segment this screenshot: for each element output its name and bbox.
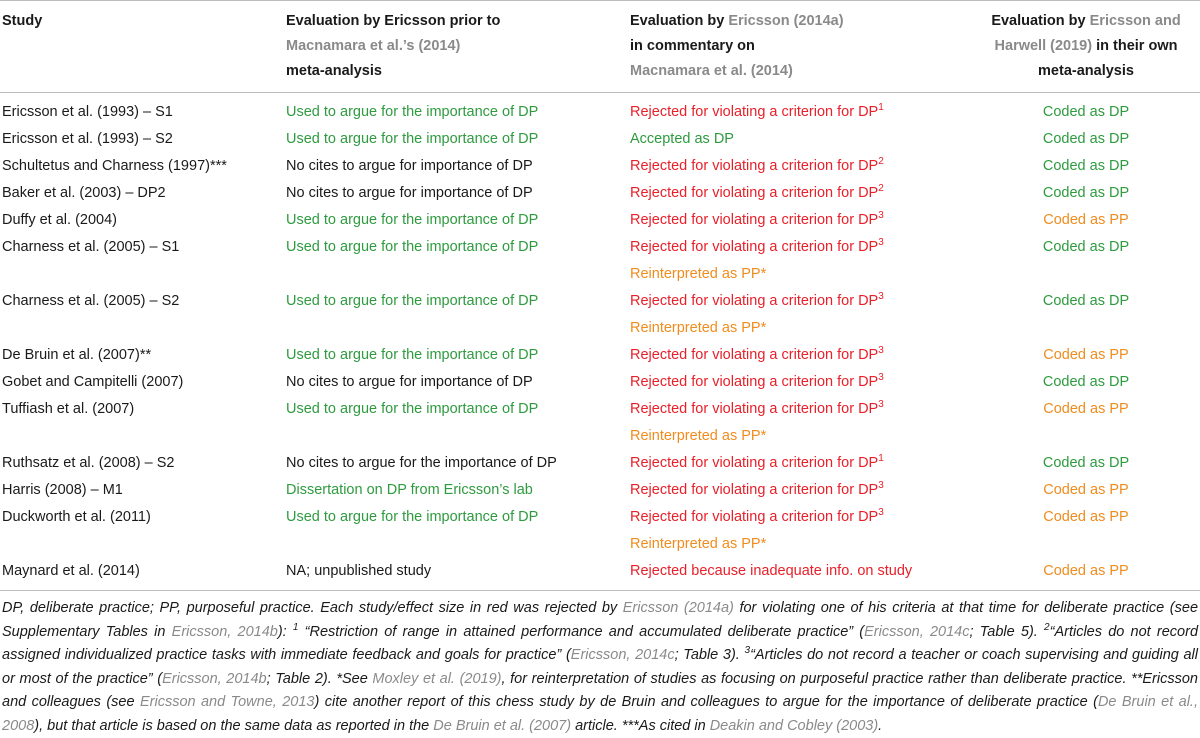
table-row [0, 93, 1200, 127]
citation-link[interactable]: Ericsson, 2014b [171, 623, 278, 640]
study-name: Duckworth et al. (2011) [2, 509, 151, 525]
eval-2014-text: Rejected for violating a criterion for $DP^3$ [630, 372, 884, 390]
footnote-text: for violating one of his criteria at that time for deliberate practice (see Supplementary Tables in [2, 600, 1199, 640]
eval-2014-cell [622, 477, 972, 504]
header-study: Study [0, 1, 280, 93]
eval-2014-text: Rejected for violating a criterion for $DP^3$ [630, 399, 884, 417]
footnote-marker: 2 [1044, 621, 1050, 633]
study-cell [0, 369, 280, 396]
eval-2019-text: Coded as DP [1042, 455, 1130, 471]
eval-2019-cell [972, 288, 1200, 342]
eval-prior-cell [280, 342, 622, 369]
eval-2019-text: Coded as PP [1043, 563, 1129, 579]
table-row [0, 396, 1200, 450]
table-body [0, 93, 1200, 591]
eval-2014-text: Rejected for violating a criterion for $DP^1$ [630, 453, 884, 471]
header-eval-prior [280, 1, 622, 93]
table-row [0, 504, 1200, 558]
eval-2019-text: Coded as DP [1042, 104, 1130, 120]
footnote-text: “Articles do not record a teacher or coach supervising and guiding all or most of the practice” ( [2, 647, 1198, 687]
header-eval-2014-mid: in commentary on [630, 38, 755, 54]
eval-prior-text: Used to argue for the importance of DP [286, 347, 539, 363]
study-cell [0, 504, 280, 558]
eval-prior-text: NA; unpublished study [286, 563, 432, 579]
eval-prior-text: No cites to argue for importance of DP [286, 185, 533, 201]
study-name: Charness et al. (2005) – S1 [2, 239, 180, 255]
study-name: Duffy et al. (2004) [2, 212, 117, 228]
eval-2019-cell [972, 342, 1200, 369]
study-name: Tuffiash et al. (2007) [2, 401, 135, 417]
study-name: Gobet and Campitelli (2007) [2, 374, 184, 390]
eval-2014-cell [622, 450, 972, 477]
table-row [0, 369, 1200, 396]
eval-2019-text: Coded as DP [1042, 374, 1130, 390]
eval-2019-cell [972, 234, 1200, 288]
footnote-marker: 1 [878, 453, 884, 465]
study-cell [0, 126, 280, 153]
study-cell [0, 396, 280, 450]
header-eval-prior-link[interactable]: Macnamara et al.’s (2014) [286, 38, 461, 54]
header-eval-2019-pre: Evaluation by [991, 13, 1086, 29]
table-row [0, 126, 1200, 153]
eval-2019-text: Coded as PP [1043, 401, 1129, 417]
study-name: Schultetus and Charness (1997)*** [2, 158, 227, 174]
eval-2019-cell [972, 180, 1200, 207]
study-name: Baker et al. (2003) – DP2 [2, 185, 166, 201]
citation-link[interactable]: Ericsson, 2014c [864, 623, 970, 640]
footnote-marker: 3 [878, 399, 884, 411]
header-eval-2019-link2[interactable]: Harwell (2019) [994, 38, 1093, 54]
footnote-text: ) cite another report of this chess study by de Bruin and colleagues to argue for the importance of deliberate practice ( [314, 694, 1098, 710]
footnote-text: “Restriction of range in attained performance and accumulated deliberate practice” ( [298, 623, 865, 640]
eval-prior-text: No cites to argue for importance of DP [286, 374, 533, 390]
footnote-text: DP, deliberate practice; PP, purposeful practice. Each study/effect size in red was rejected by [2, 600, 623, 616]
study-cell [0, 342, 280, 369]
study-name: Charness et al. (2005) – S2 [2, 293, 180, 309]
eval-2019-cell [972, 369, 1200, 396]
eval-2019-text: Coded as PP [1043, 347, 1129, 363]
study-name: Harris (2008) – M1 [2, 482, 123, 498]
citation-link[interactable]: Ericsson, 2014c [570, 647, 675, 663]
header-eval-2014 [622, 1, 972, 93]
eval-prior-text: Used to argue for the importance of DP [286, 212, 539, 228]
eval-prior-cell [280, 126, 622, 153]
eval-prior-cell [280, 180, 622, 207]
study-name: Ruthsatz et al. (2008) – S2 [2, 455, 175, 471]
eval-2019-text: Coded as DP [1042, 293, 1130, 309]
eval-2019-cell [972, 207, 1200, 234]
table-row [0, 153, 1200, 180]
header-eval-2019-link[interactable]: Ericsson and [1089, 13, 1181, 29]
citation-link[interactable]: De Bruin et al. (2007) [433, 717, 572, 734]
eval-prior-cell [280, 450, 622, 477]
eval-2019-cell [972, 153, 1200, 180]
eval-2014-cell [622, 504, 972, 558]
study-name: Ericsson et al. (1993) – S2 [2, 131, 173, 147]
study-cell [0, 207, 280, 234]
study-name: Maynard et al. (2014) [2, 563, 140, 579]
table-row [0, 477, 1200, 504]
eval-2014-text: Reinterpreted as PP* [630, 320, 767, 336]
footnote-marker: 3 [878, 480, 884, 492]
citation-link[interactable]: De Bruin et al., 2008 [2, 694, 1198, 734]
eval-2019-cell [972, 450, 1200, 477]
eval-prior-text: No cites to argue for the importance of DP [286, 455, 557, 471]
eval-2019-text: Coded as DP [1042, 131, 1130, 147]
footnote-marker: 3 [878, 345, 884, 357]
eval-prior-cell [280, 504, 622, 558]
eval-2019-cell [972, 126, 1200, 153]
eval-2019-text: Coded as DP [1042, 239, 1130, 255]
table-row [0, 288, 1200, 342]
eval-2014-cell [622, 180, 972, 207]
footnote-marker: 3 [744, 645, 751, 657]
citation-link[interactable]: Ericsson and Towne, 2013 [139, 694, 315, 710]
footnote-marker: 3 [878, 291, 884, 303]
study-cell [0, 288, 280, 342]
eval-prior-cell [280, 558, 622, 590]
eval-2014-text: Rejected for violating a criterion for $DP^3$ [630, 345, 884, 363]
footnote-marker: 1 [292, 621, 299, 633]
eval-prior-text: Used to argue for the importance of DP [286, 401, 539, 417]
header-eval-2019 [972, 1, 1200, 93]
eval-2014-text: Accepted as DP [630, 131, 734, 147]
footnote-marker: 3 [878, 210, 884, 222]
eval-prior-text: Used to argue for the importance of DP [286, 131, 539, 147]
study-cell [0, 450, 280, 477]
footnote-marker: 3 [878, 507, 884, 519]
citation-link[interactable]: Ericsson (2014a) [622, 600, 734, 616]
table-row [0, 207, 1200, 234]
eval-2014-cell [622, 153, 972, 180]
eval-2019-cell [972, 558, 1200, 590]
study-cell [0, 234, 280, 288]
eval-prior-text: Dissertation on DP from Ericsson’s lab [286, 482, 533, 498]
eval-2014-text: Reinterpreted as PP* [630, 266, 767, 282]
table-row [0, 558, 1200, 590]
footnote-text: ), but that article is based on the same data as reported in the [34, 717, 434, 734]
table-row [0, 450, 1200, 477]
table-row [0, 342, 1200, 369]
eval-2014-cell [622, 126, 972, 153]
eval-2014-text: Rejected for violating a criterion for $DP^3$ [630, 291, 884, 309]
eval-prior-cell [280, 234, 622, 288]
table-row [0, 234, 1200, 288]
eval-2014-text: Rejected for violating a criterion for $DP^1$ [630, 102, 884, 120]
eval-2014-cell [622, 342, 972, 369]
eval-2014-cell [622, 93, 972, 127]
study-name: Ericsson et al. (1993) – S1 [2, 104, 173, 120]
eval-2014-text: Rejected for violating a criterion for $DP^3$ [630, 507, 884, 525]
eval-2014-text: Rejected for violating a criterion for $DP^3$ [630, 237, 884, 255]
eval-2014-cell [622, 558, 972, 590]
study-cell [0, 477, 280, 504]
eval-prior-text: Used to argue for the importance of DP [286, 239, 539, 255]
footnote-marker: 1 [878, 102, 884, 114]
eval-2014-cell [622, 369, 972, 396]
eval-prior-cell [280, 153, 622, 180]
table-footnote [0, 590, 1200, 738]
eval-2014-cell [622, 207, 972, 234]
header-eval-2014-link[interactable]: Ericsson (2014a) [728, 13, 844, 29]
eval-prior-cell [280, 288, 622, 342]
eval-2014-text: Reinterpreted as PP* [630, 428, 767, 444]
footnote-text: ; Table 3). [674, 647, 745, 663]
eval-2019-cell [972, 396, 1200, 450]
study-cell [0, 180, 280, 207]
header-eval-2019-post: in their own [1096, 38, 1178, 54]
eval-2014-text: Rejected because inadequate info. on study [630, 563, 913, 579]
footnote-marker: 3 [878, 237, 884, 249]
footnote-text: ; Table 5). [969, 623, 1045, 640]
eval-2014-text: Rejected for violating a criterion for $DP^3$ [630, 210, 884, 228]
eval-2014-cell [622, 288, 972, 342]
eval-2019-text: Coded as PP [1043, 509, 1129, 525]
eval-prior-text: Used to argue for the importance of DP [286, 104, 539, 120]
header-eval-2019-post2: meta-analysis [1038, 63, 1134, 79]
study-cell [0, 93, 280, 127]
footnote-marker: 2 [878, 156, 884, 168]
header-eval-2014-pre: Evaluation by [630, 13, 725, 29]
eval-2019-text: Coded as DP [1042, 185, 1130, 201]
eval-2014-cell [622, 234, 972, 288]
eval-2019-text: Coded as PP [1043, 212, 1129, 228]
eval-2014-text: Rejected for violating a criterion for $DP^3$ [630, 480, 884, 498]
eval-2014-text: Reinterpreted as PP* [630, 536, 767, 552]
eval-2019-text: Coded as PP [1043, 482, 1129, 498]
citation-link[interactable]: Deakin and Cobley (2003) [709, 717, 879, 734]
citation-link[interactable]: Moxley et al. (2019) [372, 670, 502, 687]
eval-prior-cell [280, 477, 622, 504]
eval-prior-text: No cites to argue for importance of DP [286, 158, 533, 174]
study-cell [0, 153, 280, 180]
eval-prior-text: Used to argue for the importance of DP [286, 293, 539, 309]
table-row [0, 180, 1200, 207]
footnote-text: ): [277, 623, 293, 640]
eval-2014-cell [622, 396, 972, 450]
eval-prior-cell [280, 369, 622, 396]
header-row [0, 1, 1200, 93]
eval-2014-text: Rejected for violating a criterion for $DP^2$ [630, 183, 884, 201]
eval-2019-cell [972, 477, 1200, 504]
header-eval-prior-line3: meta-analysis [286, 63, 382, 79]
eval-2019-cell [972, 93, 1200, 127]
eval-prior-cell [280, 396, 622, 450]
study-name: De Bruin et al. (2007)** [2, 347, 152, 363]
eval-prior-cell [280, 207, 622, 234]
eval-2019-text: Coded as DP [1042, 158, 1130, 174]
footnote-text: ; Table 2). *See [266, 670, 373, 687]
footnote-text: article. ***As cited in [571, 717, 710, 734]
header-eval-prior-line1: Evaluation by Ericsson prior to [286, 13, 501, 29]
footnote-marker: 2 [878, 183, 884, 195]
footnote-marker: 3 [878, 372, 884, 384]
footnote-text: , for reinterpretation of studies as focusing on purposeful practice rather than deliberate practice. **Ericsson and colleagues (see [2, 670, 1198, 710]
footnote-text: . [878, 717, 883, 734]
citation-link[interactable]: Ericsson, 2014b [162, 670, 267, 687]
eval-prior-text: Used to argue for the importance of DP [286, 509, 539, 525]
study-cell [0, 558, 280, 590]
header-eval-2014-link2[interactable]: Macnamara et al. (2014) [630, 63, 793, 79]
eval-2014-text: Rejected for violating a criterion for $DP^2$ [630, 156, 884, 174]
eval-prior-cell [280, 93, 622, 127]
footnote-text: “Articles do not record assigned individualized practice tasks with immediate feedback and goals for practice” ( [2, 623, 1199, 663]
eval-2019-cell [972, 504, 1200, 558]
